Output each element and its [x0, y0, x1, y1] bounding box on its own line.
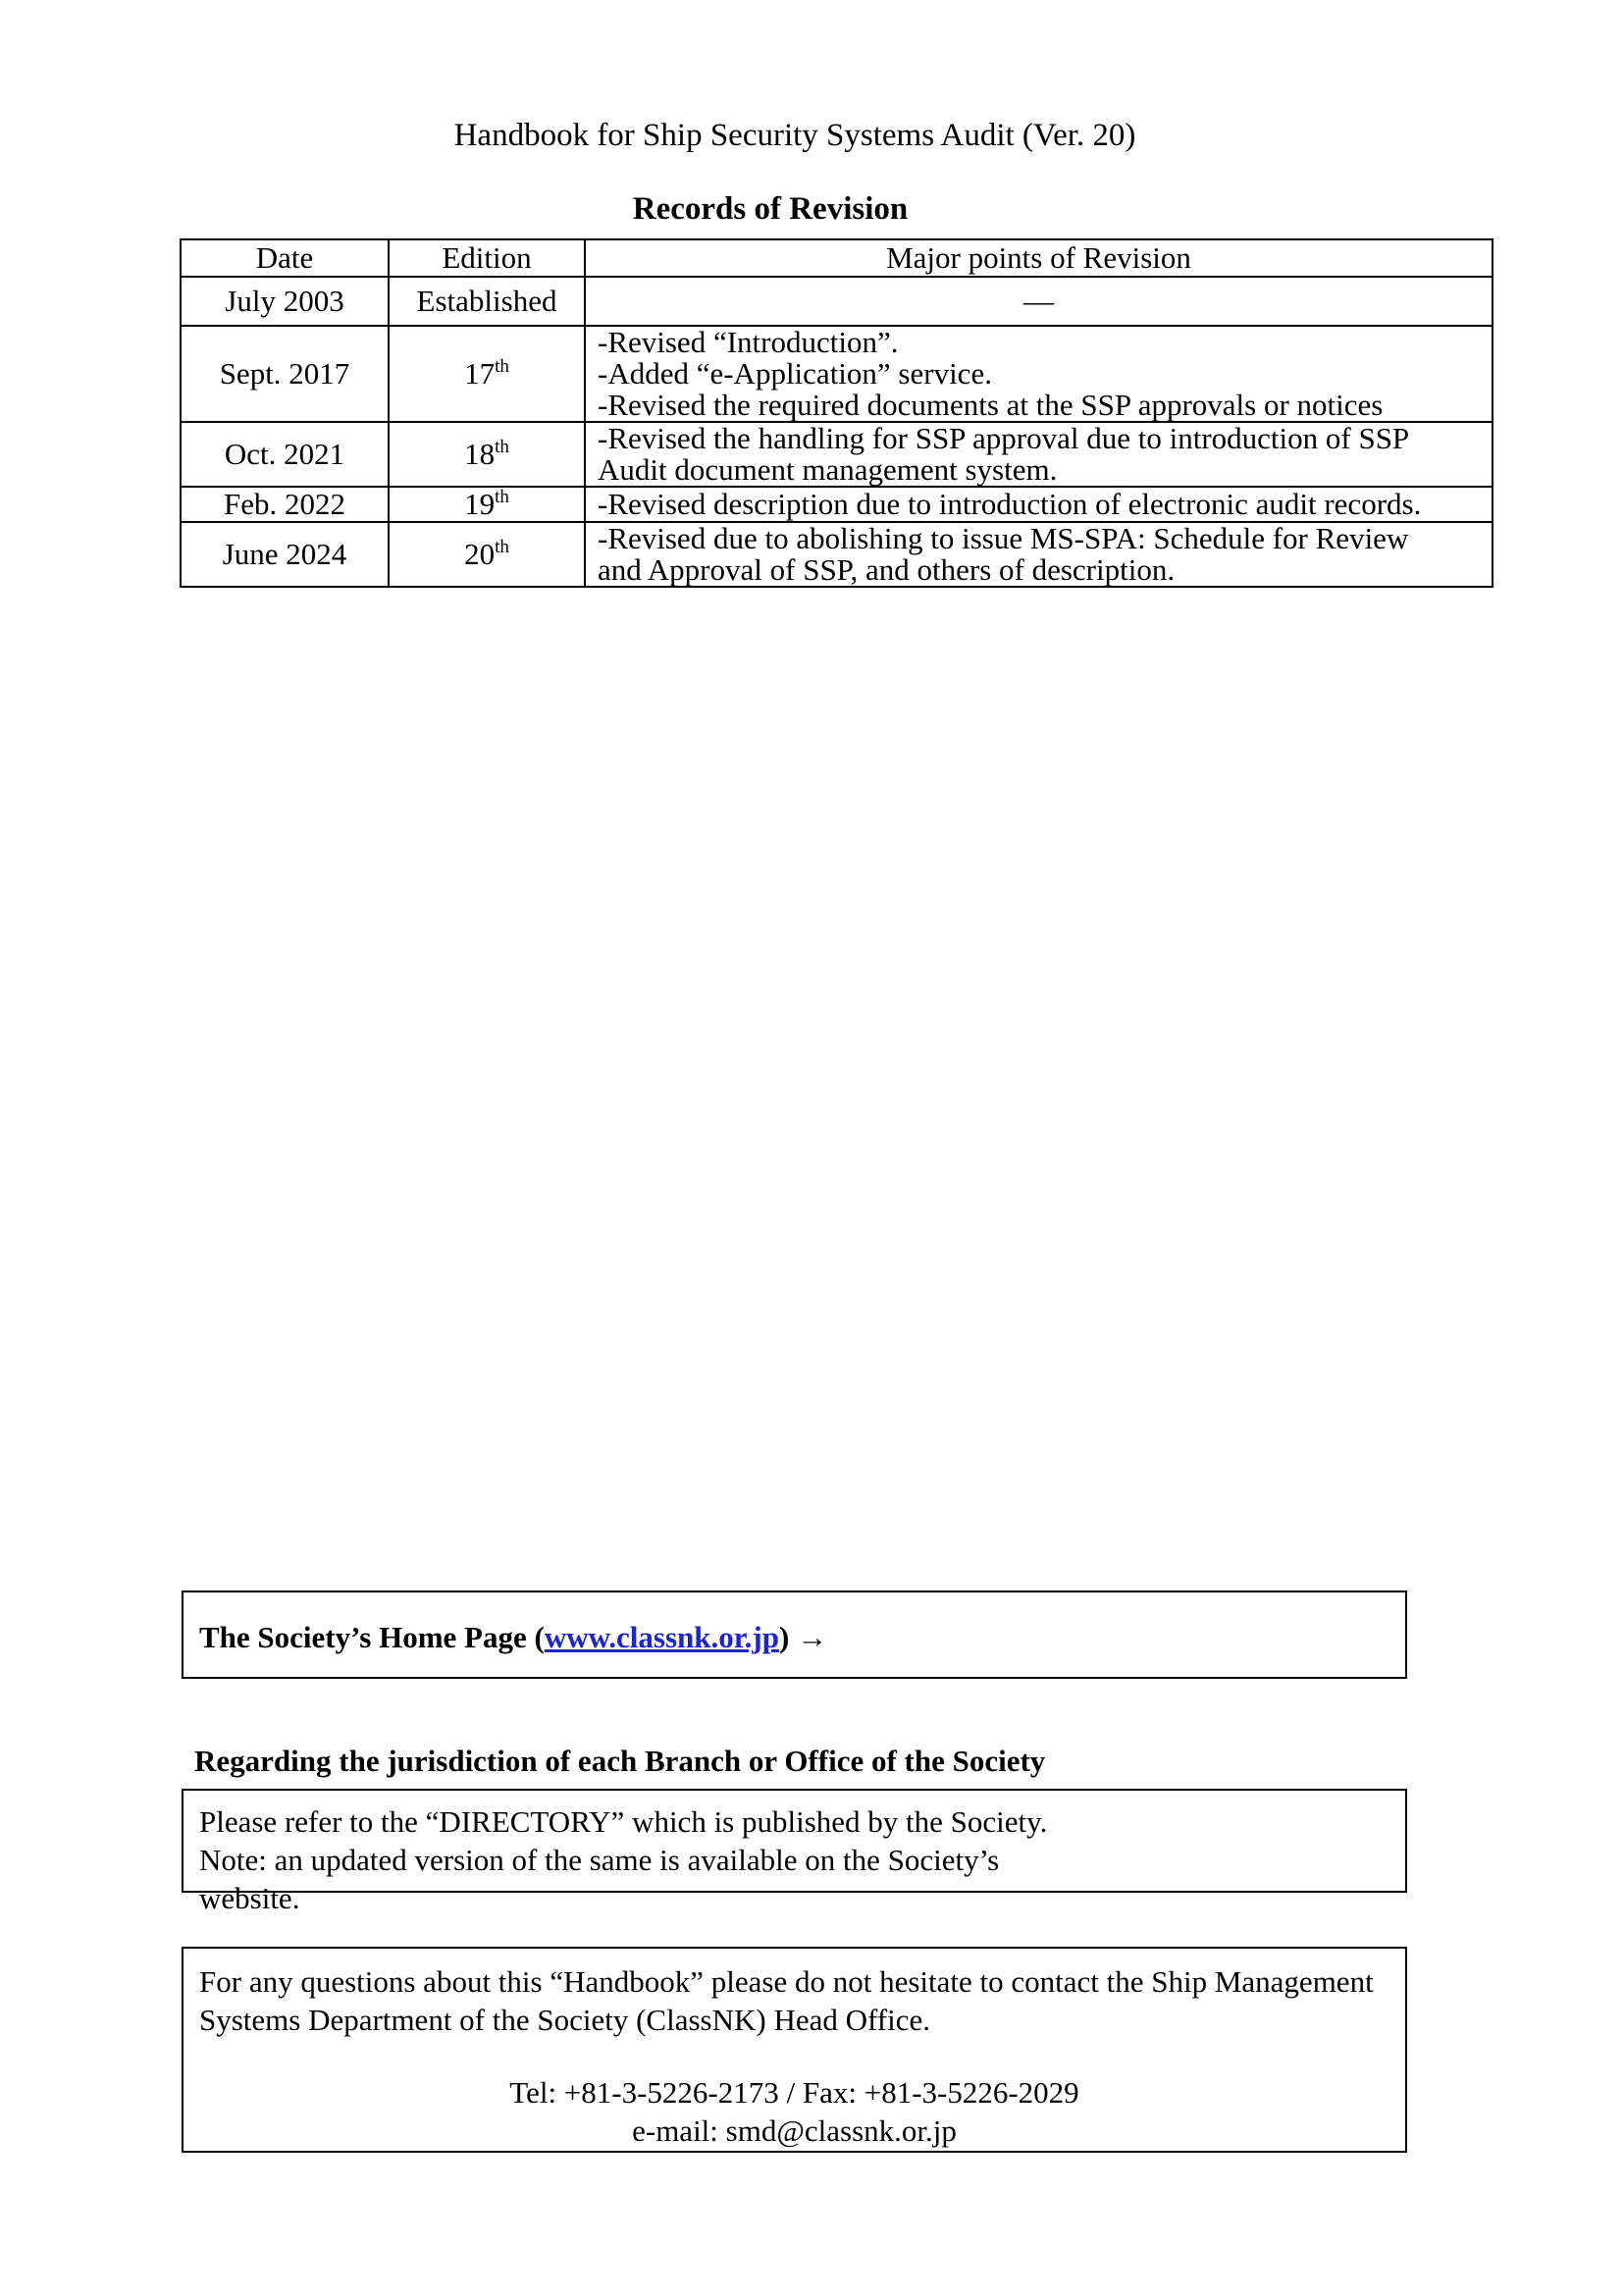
edition-suffix: th: [495, 437, 509, 457]
table-row: [181, 422, 1493, 487]
contact-email: e-mail: smd@classnk.or.jp: [632, 2113, 957, 2148]
table-header-row: [181, 239, 1493, 277]
edition-number: 20: [464, 537, 496, 571]
table-row: [181, 326, 1493, 422]
revision-edition: [389, 326, 585, 422]
edition-number: 19: [464, 487, 496, 521]
document-title: Handbook for Ship Security Systems Audit (Ver. 20): [453, 118, 1136, 153]
home-page-suffix: ) →: [779, 1620, 828, 1654]
revision-point: -Revised the required documents at the SSP approvals or notices: [598, 388, 1384, 422]
table-row: [181, 522, 1493, 587]
directory-box: [182, 1789, 1407, 1915]
revision-points: [585, 422, 1493, 487]
revision-date: July 2003: [181, 277, 389, 326]
contact-text: For any questions about this “Handbook” please do not hesitate to contact the Ship Management Systems Department of the Society (ClassNK) Head Office.: [199, 1964, 1374, 2037]
table-row: [181, 277, 1493, 326]
revision-table-heading: Records of Revision: [632, 191, 909, 227]
revision-points: [585, 522, 1493, 587]
contact-box: [182, 1947, 1407, 2153]
edition-suffix: th: [495, 487, 509, 507]
revision-date: Feb. 2022: [181, 487, 389, 522]
home-page-box: [182, 1591, 1407, 1679]
jurisdiction-heading: Regarding the jurisdiction of each Branch or Office of the Society: [194, 1744, 1046, 1778]
edition-suffix: th: [495, 537, 509, 557]
contact-phone-fax: Tel: +81-3-5226-2173 / Fax: +81-3-5226-2029: [509, 2075, 1079, 2110]
revision-point: -Revised due to abolishing to issue MS-SPA: Schedule for Review: [598, 521, 1409, 555]
revision-edition: [389, 487, 585, 522]
column-header-edition: Edition: [389, 239, 585, 277]
revision-edition: [389, 277, 585, 326]
edition-label: Established: [416, 284, 557, 318]
revision-points: [585, 277, 1493, 326]
revision-point: -Revised the handling for SSP approval due to introduction of SSP: [598, 421, 1410, 455]
revision-point: -Revised description due to introduction of electronic audit records.: [598, 487, 1422, 521]
revision-point: ―: [1023, 284, 1054, 318]
revision-date: Oct. 2021: [181, 422, 389, 487]
directory-text: Please refer to the “DIRECTORY” which is published by the Society. Note: an updated version of the same is available on the Society’s website.: [199, 1804, 1048, 1915]
edition-number: 17: [464, 356, 496, 391]
revision-point: -Added “e-Application” service.: [598, 356, 992, 391]
revision-point: and Approval of SSP, and others of description.: [598, 552, 1176, 587]
revision-edition: [389, 522, 585, 587]
revision-edition: [389, 422, 585, 487]
revision-date: Sept. 2017: [181, 326, 389, 422]
home-page-prefix: The Society’s Home Page (: [199, 1620, 545, 1654]
revision-table: [180, 238, 1493, 588]
revision-date: June 2024: [181, 522, 389, 587]
column-header-date: Date: [181, 239, 389, 277]
column-header-points: Major points of Revision: [585, 239, 1493, 277]
revision-points: [585, 326, 1493, 422]
contact-details: [199, 2073, 1389, 2150]
revision-point: -Revised “Introduction”.: [598, 325, 899, 359]
revision-point: Audit document management system.: [598, 452, 1058, 487]
edition-suffix: th: [495, 356, 509, 377]
revision-points: [585, 487, 1493, 522]
edition-number: 18: [464, 437, 496, 471]
home-page-link[interactable]: www.classnk.or.jp: [544, 1620, 779, 1654]
table-row: [181, 487, 1493, 522]
